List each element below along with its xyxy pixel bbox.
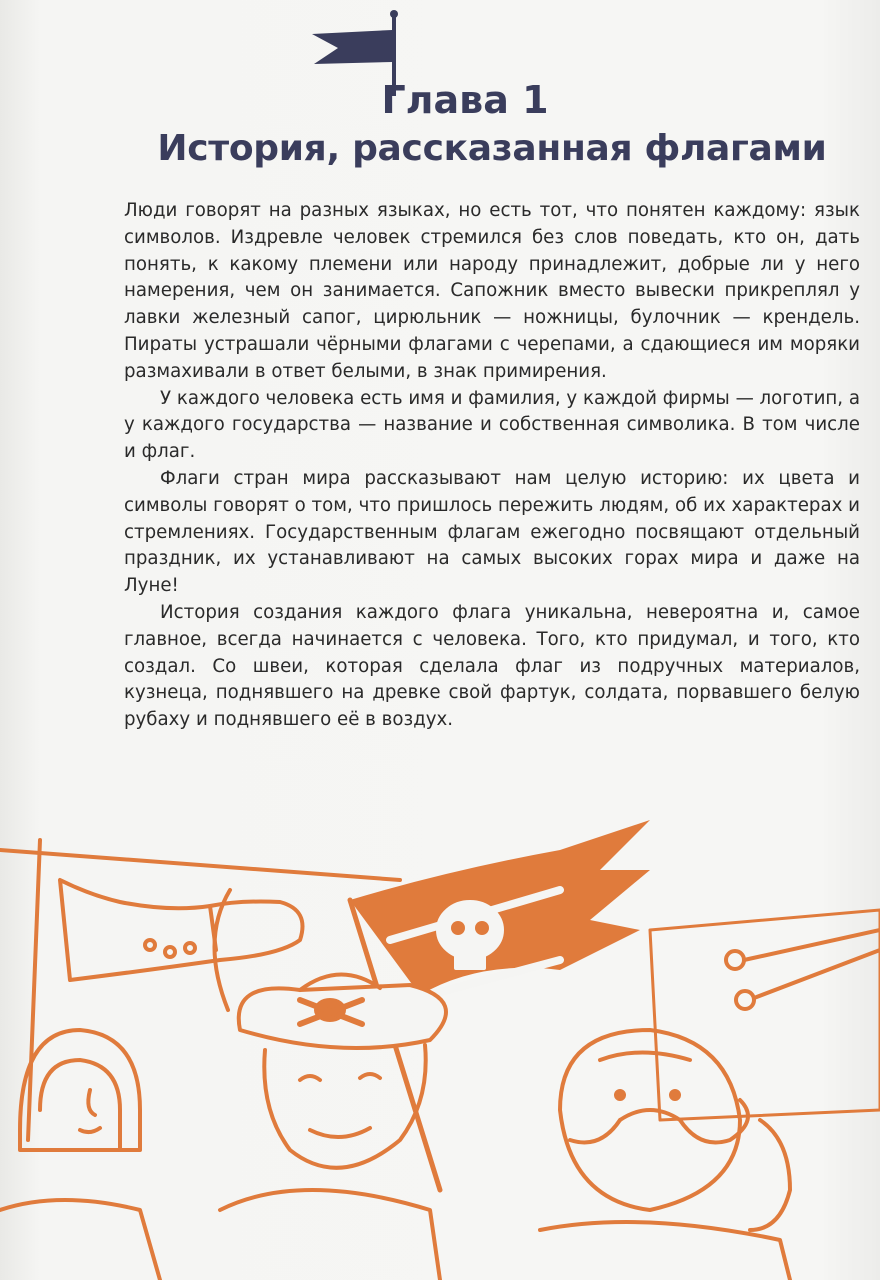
- pirates-illustration: [0, 810, 880, 1280]
- paragraph: Флаги стран мира рассказывают нам целую историю: их цвета и символы говорят о том, что пришлось пережить людям, об их характерах и стремлениях. Государственным флагам ежегодно посвящают отдельный праздник, их устанавливают на самых высоких горах мира и даже на Луне!: [124, 467, 860, 597]
- paragraph: История создания каждого флага уникальна, невероятна и, самое главное, всегда начинается с человека. Того, кто придумал, и того, кто создал. Со швеи, которая сделала флаг из подручных материалов, кузнеца, поднявшего на древке свой фартук, солдата, порвавшего белую рубаху и поднявшего её в воздух.: [124, 601, 860, 731]
- chapter-title: История, рассказанная флагами: [157, 128, 827, 169]
- paragraph: У каждого человека есть имя и фамилия, у каждой фирмы — логотип, а у каждого государства — название и собственная символика. В том числе и флаг.: [124, 387, 860, 463]
- girl-figure: [0, 1030, 160, 1280]
- scissors-flag: [650, 910, 880, 1120]
- chapter-body: [124, 198, 860, 734]
- mustache-figure: [540, 1030, 790, 1280]
- paragraph: Люди говорят на разных языках, но есть тот, что понятен каждому: язык символов. Издревле человек стремился без слов поведать, кто он, дать понять, к какому племени или народу принадлежит, добрые ли у него намерения, чем он занимается. Сапожник вместо вывески прикреплял у лавки железный сапог, цирюльник — ножницы, булочник — крендель. Пираты устрашали чёрными флагами с черепами, а сдающиеся им моряки размахивали в ответ белыми, в знак примирения.: [124, 200, 860, 382]
- chapter-label: Глава 1: [381, 78, 549, 122]
